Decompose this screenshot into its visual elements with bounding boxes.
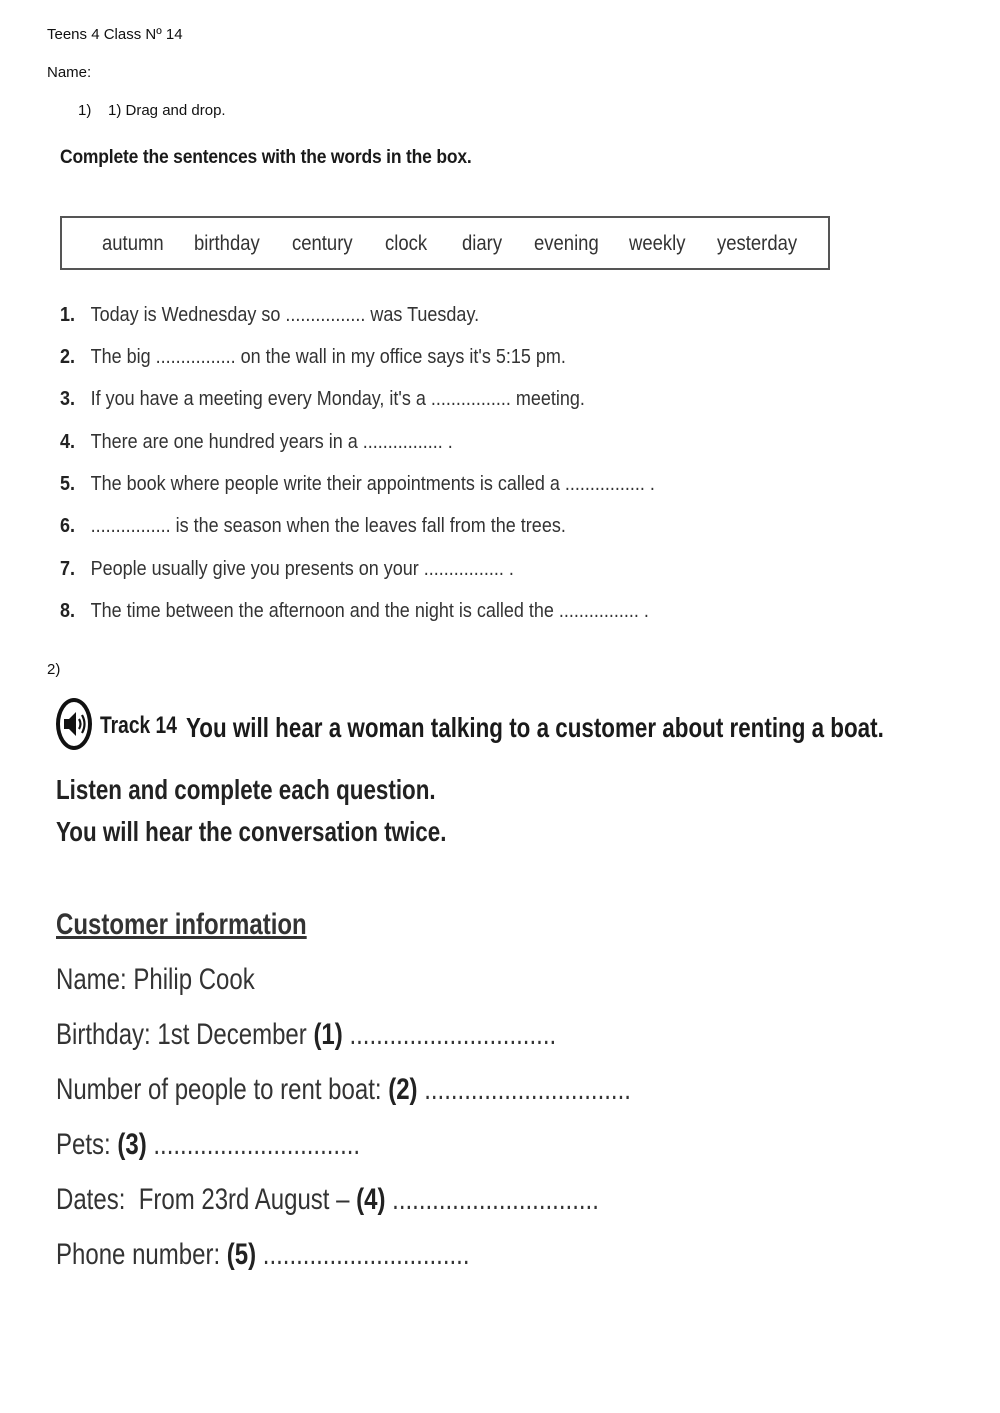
- sentence-item: 5. The book where people write their appointments is called a ................ .: [60, 473, 655, 495]
- customer-info-row: Number of people to rent boat: (2) ...............................: [56, 1073, 631, 1106]
- answer-blank[interactable]: ...............................: [342, 1018, 557, 1051]
- task2-label: 2): [47, 661, 61, 678]
- name-label: Name:: [47, 64, 92, 81]
- answer-blank[interactable]: ...............................: [256, 1238, 470, 1271]
- word-chip[interactable]: yesterday: [717, 232, 798, 255]
- customer-name-row: Name: Philip Cook: [56, 963, 255, 996]
- sentence-item: 3. If you have a meeting every Monday, it's a ................ meeting.: [60, 388, 585, 410]
- sentence-item: 2. The big ................ on the wall in my office says it's 5:15 pm.: [60, 346, 566, 368]
- sentence-item: 6. ................ is the season when the leaves fall from the trees.: [60, 515, 566, 537]
- answer-blank[interactable]: ...............................: [146, 1128, 361, 1161]
- listen-instruction: Listen and complete each question.: [56, 774, 436, 805]
- word-chip[interactable]: weekly: [629, 232, 686, 255]
- sentence-item: 4. There are one hundred years in a ................ .: [60, 431, 453, 453]
- customer-info-row: Birthday: 1st December (1) ...............................: [56, 1018, 557, 1051]
- word-chip[interactable]: evening: [534, 232, 599, 255]
- sentence-item: 1. Today is Wednesday so ................ was Tuesday.: [60, 304, 480, 326]
- word-chip[interactable]: diary: [462, 232, 503, 255]
- customer-info-row: Phone number: (5) ...............................: [56, 1238, 470, 1271]
- word-box: [60, 216, 830, 270]
- track-label: Track 14: [100, 712, 177, 739]
- word-chip[interactable]: birthday: [194, 232, 260, 255]
- class-title: Teens 4 Class Nº 14: [47, 26, 183, 43]
- listen-instruction: You will hear the conversation twice.: [56, 816, 447, 847]
- track-description: You will hear a woman talking to a customer about renting a boat.: [186, 712, 884, 743]
- answer-blank[interactable]: ...............................: [417, 1073, 631, 1106]
- task1-label: 1) 1) Drag and drop.: [78, 102, 226, 119]
- customer-info-row: Dates: From 23rd August – (4) ...............................: [56, 1183, 599, 1216]
- word-chip[interactable]: clock: [385, 232, 428, 255]
- customer-info-row: Pets: (3) ...............................: [56, 1128, 361, 1161]
- exercise1-instruction: Complete the sentences with the words in the box.: [60, 147, 472, 168]
- word-chip[interactable]: autumn: [102, 232, 164, 255]
- answer-blank[interactable]: ...............................: [385, 1183, 599, 1216]
- word-chip[interactable]: century: [292, 232, 353, 255]
- customer-info-heading: Customer information: [56, 908, 307, 941]
- sentence-item: 8. The time between the afternoon and the night is called the ................ .: [60, 600, 649, 622]
- sentence-item: 7. People usually give you presents on your ................ .: [60, 558, 514, 580]
- audio-speaker-icon[interactable]: [56, 698, 92, 750]
